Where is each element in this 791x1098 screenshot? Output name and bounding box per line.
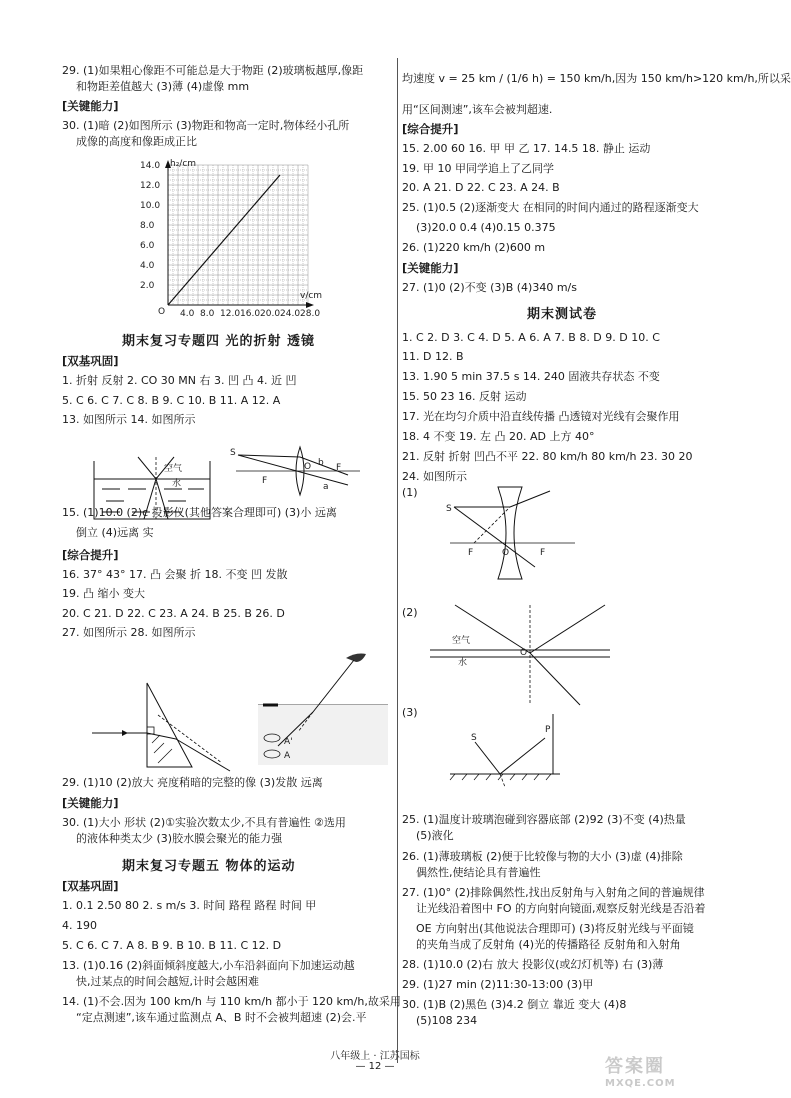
answer-line: 15. 2.00 60 16. 甲 甲 乙 17. 14.5 18. 静止 运动 — [402, 142, 651, 155]
figure-27-prism — [92, 675, 232, 775]
answer-line: 4. 190 — [62, 919, 97, 932]
answer-line: 的夹角当成了反射角 (4)光的传播路径 反射角和入射角 — [416, 938, 681, 951]
answer-line: 29. (1)27 min (2)11:30-13:00 (3)甲 — [402, 978, 594, 991]
answer-line: 16. 37° 43° 17. 凸 会聚 折 18. 不变 凹 发散 — [62, 568, 288, 581]
fig14-O: O — [304, 462, 312, 472]
answer-line: 14. (1)不会.因为 100 km/h 与 110 km/h 都小于 120 km/h,故采用 — [62, 995, 401, 1008]
footer-grade: 八年级上 · 江苏国标 — [330, 1051, 420, 1062]
figure-28-fish — [258, 650, 388, 770]
answer-line: “定点测速”,该车通过监测点 A、B 时不会被判超速 (2)会.平 — [76, 1011, 367, 1024]
section-heading: [ 双基巩固 ] — [62, 353, 119, 369]
answer-line: 让光线沿着图中 FO 的方向射向镜面,观察反射光线是否沿着 — [416, 902, 706, 915]
fig24-2-air: 空气 — [452, 636, 471, 646]
graph-ytick: 6.0 — [140, 241, 155, 251]
answer-line: 29. (1)10 (2)放大 亮度稍暗的完整的像 (3)发散 远离 — [62, 776, 323, 789]
section-heading: [ 综合提升 ] — [62, 547, 119, 563]
answer-line: (5)108 234 — [416, 1014, 478, 1027]
fig24-1-F-left: F — [468, 548, 474, 558]
answer-line: 25. (1)0.5 (2)逐渐变大 在相同的时间内通过的路程逐渐变大 — [402, 201, 699, 214]
answer-line: (3) — [402, 706, 418, 719]
chapter-title: 期末复习专题四 光的折射 透镜 — [122, 334, 316, 349]
section-heading: [ 关键能力 ] — [62, 795, 119, 811]
answer-line: 15. (1)10.0 (2)c 投影仪(其他答案合理即可) (3)小 远离 — [62, 506, 337, 519]
answer-line: 1. C 2. D 3. C 4. D 5. A 6. A 7. B 8. D 9. D 10. C — [402, 331, 660, 344]
fig14-b: b — [318, 458, 324, 468]
graph-xtick: 28.0 — [300, 309, 321, 319]
section-heading: [ 关键能力 ] — [402, 260, 459, 276]
graph-ytick: 2.0 — [140, 281, 155, 291]
answer-line: 5. C 6. C 7. C 8. B 9. C 10. B 11. A 12. A — [62, 394, 281, 407]
watermark — [605, 1052, 745, 1092]
fig14-S: S — [230, 448, 236, 458]
fig28-A2: A' — [284, 737, 293, 747]
fig24-2-O: O — [520, 648, 528, 658]
graph-ytick: 14.0 — [140, 161, 161, 171]
graph-xtick: 24.0 — [280, 309, 301, 319]
graph-ytick: 10.0 — [140, 201, 161, 211]
answer-line: 用“区间测速”,该车会被判超速. — [402, 103, 553, 116]
fig24-3-P: P — [545, 725, 551, 735]
answer-line: (2) — [402, 606, 418, 619]
answer-line: 15. 50 23 16. 反射 运动 — [402, 390, 527, 403]
graph-xtick: 12.0 — [220, 309, 241, 319]
answer-line: OE 方向射出(其他说法合理即可) (3)将反射光线与平面镜 — [416, 922, 694, 935]
graph-xtick: 8.0 — [200, 309, 215, 319]
fig14-a: a — [323, 482, 329, 492]
graph-ytick: 12.0 — [140, 181, 161, 191]
figure-24-3-mirror — [445, 712, 565, 787]
section-heading: [ 双基巩固 ] — [62, 878, 119, 894]
answer-line: 和物距差值越大 (3)薄 (4)虚像 mm — [76, 80, 250, 93]
answer-line: 19. 凸 缩小 变大 — [62, 587, 145, 600]
answer-line: 18. 4 不变 19. 左 凸 20. AD 上方 40° — [402, 430, 595, 443]
answer-line: 19. 甲 10 甲同学追上了乙同学 — [402, 162, 554, 175]
figure-24-2-air-water — [430, 605, 610, 705]
answer-line: 13. 如图所示 14. 如图所示 — [62, 413, 196, 426]
chapter-title: 期末复习专题五 物体的运动 — [122, 859, 296, 874]
figure-14-lens — [228, 445, 363, 495]
graph-xtick: 20.0 — [260, 309, 281, 319]
answer-line: 13. 1.90 5 min 37.5 s 14. 240 固液共存状态 不变 — [402, 370, 660, 383]
column-divider — [397, 58, 398, 1063]
fig14-F-left: F — [262, 476, 268, 486]
watermark-cn: 答案圈 — [605, 1056, 665, 1077]
answer-line: 倒立 (4)远离 实 — [76, 526, 154, 539]
answer-line: 26. (1)薄玻璃板 (2)便于比较像与物的大小 (3)虚 (4)排除 — [402, 850, 683, 863]
answer-line: 11. D 12. B — [402, 350, 464, 363]
graph-xlabel: v/cm — [300, 291, 323, 301]
answer-line: 的液体种类太少 (3)胶水膜会聚光的能力强 — [76, 832, 283, 845]
answer-line: 20. C 21. D 22. C 23. A 24. B 25. B 26. D — [62, 607, 285, 620]
fig13-air-label: 空气 — [164, 464, 183, 474]
graph-ytick: 8.0 — [140, 221, 155, 231]
fig24-1-F-right: F — [540, 548, 546, 558]
fig24-1-S: S — [446, 504, 452, 514]
answer-line: 30. (1)大小 形状 (2)①实验次数太少,不具有普遍性 ②选用 — [62, 816, 346, 829]
answer-line: 26. (1)220 km/h (2)600 m — [402, 241, 546, 254]
answer-line: 24. 如图所示 — [402, 470, 467, 483]
answer-line: 27. 如图所示 28. 如图所示 — [62, 626, 196, 639]
answer-line: 27. (1)0° (2)排除偶然性,找出反射角与入射角之间的普遍规律 — [402, 886, 705, 899]
chapter-title: 期末测试卷 — [527, 307, 598, 322]
answer-line: 20. A 21. D 22. C 23. A 24. B — [402, 181, 560, 194]
fig14-F-right: F — [336, 463, 342, 473]
figure-h2-v-graph — [120, 159, 323, 319]
graph-origin: O — [158, 307, 166, 317]
watermark-en: MXQE.COM — [605, 1078, 676, 1089]
answer-line: 偶然性,使结论具有普遍性 — [416, 866, 541, 879]
graph-ytick: 4.0 — [140, 261, 155, 271]
graph-xtick: 16.0 — [240, 309, 261, 319]
answer-line: 25. (1)温度计玻璃泡碰到容器底部 (2)92 (3)不变 (4)热量 — [402, 813, 686, 826]
section-heading: [ 关键能力 ] — [62, 98, 119, 114]
answer-line: (1) — [402, 486, 418, 499]
figure-24-1-concave-lens — [440, 485, 580, 580]
footer-page-number: — 12 — — [355, 1061, 395, 1072]
answer-line: 5. C 6. C 7. A 8. B 9. B 10. B 11. C 12. D — [62, 939, 282, 952]
answer-line: 1. 折射 反射 2. CO 30 MN 右 3. 凹 凸 4. 近 凹 — [62, 374, 297, 387]
answer-line: 成像的高度和像距成正比 — [76, 135, 197, 148]
answer-line: 30. (1)暗 (2)如图所示 (3)物距和物高一定时,物体经小孔所 — [62, 119, 350, 132]
figure-13-refraction — [92, 457, 212, 522]
answer-line: 13. (1)0.16 (2)斜面倾斜度越大,小车沿斜面向下加速运动越 — [62, 959, 355, 972]
graph-ylabel: h₂/cm — [170, 159, 197, 169]
answer-line: 17. 光在均匀介质中沿直线传播 凸透镜对光线有会聚作用 — [402, 410, 680, 423]
answer-line: 30. (1)B (2)黑色 (3)4.2 倒立 靠近 变大 (4)8 — [402, 998, 627, 1011]
fig28-A: A — [284, 751, 291, 761]
answer-line: 21. 反射 折射 凹凸不平 22. 80 km/h 80 km/h 23. 30 20 — [402, 450, 693, 463]
answer-line: 均速度 v = 25 km / (1/6 h) = 150 km/h,因为 150 km/h>120 km/h,所以采 — [402, 72, 791, 85]
answer-line: (3)20.0 0.4 (4)0.15 0.375 — [416, 221, 556, 234]
eye-icon — [346, 654, 366, 663]
answer-line: 28. (1)10.0 (2)右 放大 投影仪(或幻灯机等) 右 (3)薄 — [402, 958, 664, 971]
answer-line: 29. (1)如果粗心像距不可能总是大于物距 (2)玻璃板越厚,像距 — [62, 64, 364, 77]
answer-line: 快,过某点的时间会越短,计时会越困难 — [76, 975, 259, 988]
fig24-1-O: O — [502, 548, 510, 558]
answer-line: 1. 0.1 2.50 80 2. s m/s 3. 时间 路程 路程 时间 甲 — [62, 899, 317, 912]
fig24-3-S: S — [471, 733, 477, 743]
answer-line: (5)液化 — [416, 829, 454, 842]
fig13-water-label: 水 — [172, 479, 182, 489]
answer-line: 27. (1)0 (2)不变 (3)B (4)340 m/s — [402, 281, 577, 294]
section-heading: [ 综合提升 ] — [402, 121, 459, 137]
fig24-2-water: 水 — [458, 658, 468, 668]
graph-xtick: 4.0 — [180, 309, 195, 319]
